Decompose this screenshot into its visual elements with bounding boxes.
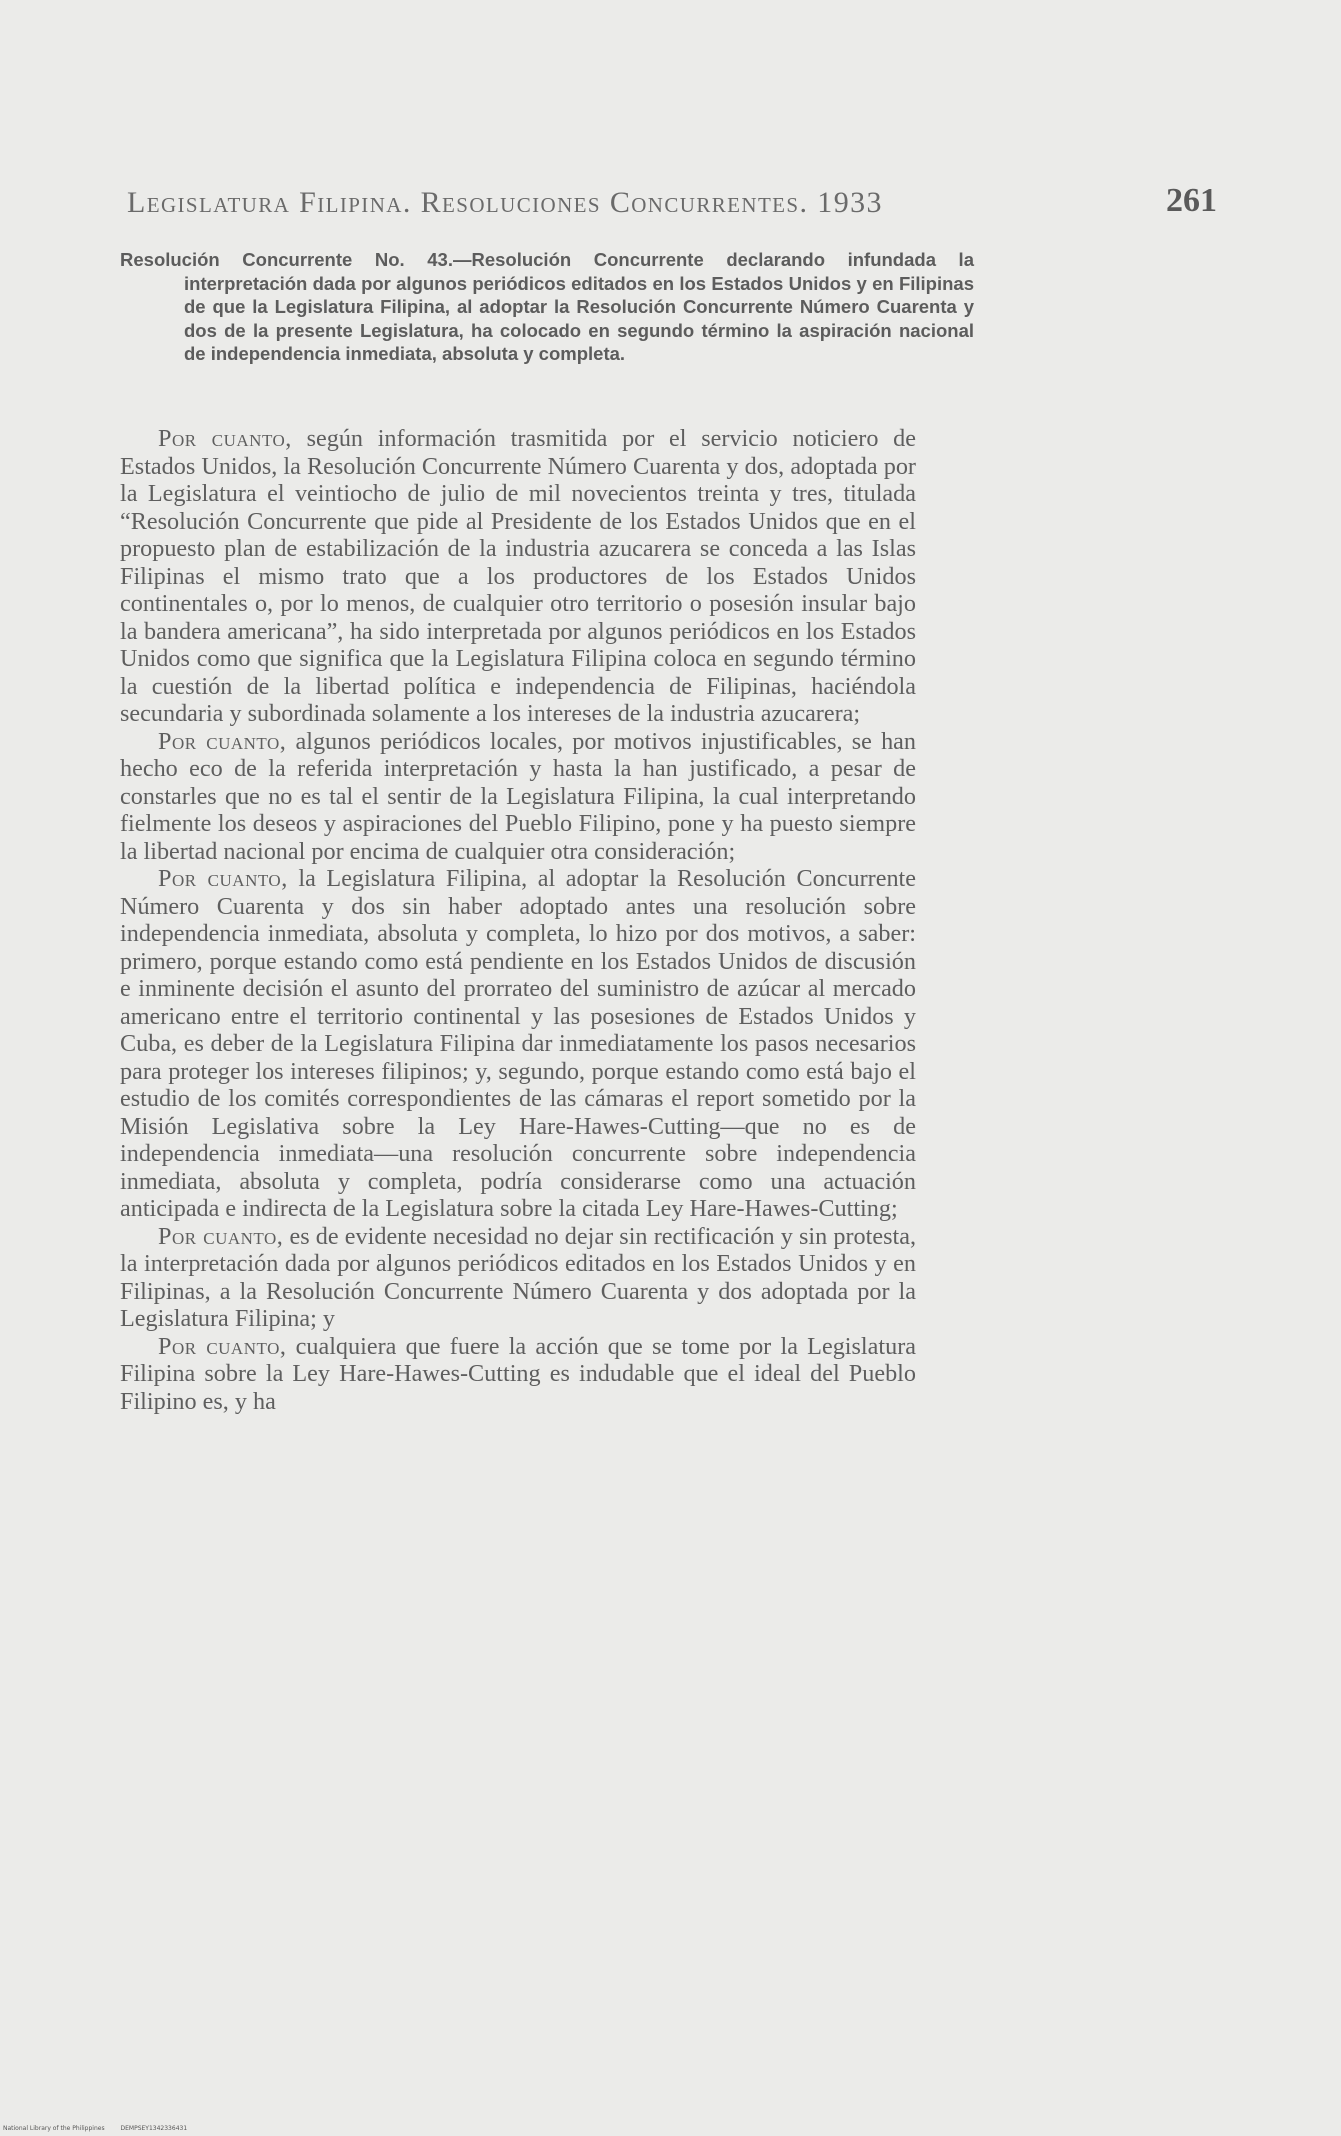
paragraph-text: es de evidente necesidad no dejar sin rectificación y sin protesta, la interpretación dada por algunos periódicos editados en los Estados Unidos y en Filipinas, a la Resolución Concurrente Número Cuarenta y dos adoptada por la Legislatura Filipina; y: [120, 1222, 916, 1332]
whereas-paragraph-4: [120, 1223, 916, 1333]
whereas-paragraph-1: [120, 425, 916, 728]
whereas-lead: Por cuanto,: [158, 727, 287, 755]
footer-identifier: DEMPSEY1342336431: [120, 2125, 188, 2132]
whereas-paragraph-5: [120, 1333, 916, 1416]
whereas-lead: Por cuanto,: [158, 1222, 284, 1250]
paragraph-text: la Legislatura Filipina, al adoptar la Resolución Concurrente Número Cuarenta y dos sin haber adoptado antes una resolución sobre independencia inmediata, absoluta y completa, lo hizo por dos motivos, a saber: primero, porque estando como está pendiente en los Estados Unidos de discusión e inminente decisión el asunto del prorrateo del suministro de azúcar al mercado americano entre el territorio continental y las posesiones de Estados Unidos y Cuba, es deber de la Legislatura Filipina dar inmediatamente los pasos necesarios para proteger los intereses filipinos; y, segundo, porque estando como está bajo el estudio de los comités correspondientes de las cámaras el report sometido por la Misión Legislativa sobre la Ley Hare-Hawes-Cutting—que no es de independencia inmediata—una resolución concurrente sobre independencia inmediata, absoluta y completa, podría considerarse como una actuación anticipada e indirecta de la Legislatura sobre la citada Ley Hare-Hawes-Cutting;: [120, 865, 916, 1222]
whereas-lead: Por cuanto,: [158, 425, 292, 452]
whereas-lead: Por cuanto,: [158, 1332, 287, 1360]
resolution-summary: Resolución Concurrente No. 43.—Resolución Concurrente declarando infundada la interpretación dada por algunos periódicos editados en los Estados Unidos y en Filipinas de que la Legislatura Filipina, al adoptar la Resolución Concurrente Número Cuarenta y dos de la presente Legislatura, ha colocado en segundo término la aspiración nacional de independencia inmediata, absoluta y completa.: [120, 249, 974, 364]
whereas-paragraph-3: [120, 865, 916, 1223]
scan-footer: [3, 2125, 201, 2132]
paragraph-text: cualquiera que fuere la acción que se tome por la Legislatura Filipina sobre la Ley Hare-Hawes-Cutting es indudable que el ideal del Pueblo Filipino es, y ha: [120, 1332, 916, 1415]
whereas-paragraph-2: [120, 728, 916, 866]
resolution-body: [120, 425, 916, 1415]
paragraph-text: algunos periódicos locales, por motivos injustificables, se han hecho eco de la referida interpretación y hasta la han justificado, a pesar de constarles que no es tal el sentir de la Legislatura Filipina, la cual interpretando fielmente los deseos y aspiraciones del Pueblo Filipino, pone y ha puesto siempre la libertad nacional por encima de cualquier otra consideración;: [120, 727, 916, 865]
page-number: 261: [1166, 182, 1217, 219]
page-header: [127, 182, 1217, 226]
whereas-lead: Por cuanto,: [158, 865, 288, 892]
running-head: Legislatura Filipina. Resoluciones Concurrentes. 1933: [127, 186, 883, 219]
paragraph-text: según información trasmitida por el servicio noticiero de Estados Unidos, la Resolución Concurrente Número Cuarenta y dos, adoptada por la Legislatura el veintiocho de julio de mil novecientos treinta y tres, titulada “Resolución Concurrente que pide al Presidente de los Estados Unidos que en el propuesto plan de estabilización de la industria azucarera se conceda a las Islas Filipinas el mismo trato que a los productores de los Estados Unidos continentales o, por lo menos, de cualquier otro territorio o posesión insular bajo la bandera americana”, ha sido interpretada por algunos periódicos en los Estados Unidos como que significa que la Legislatura Filipina coloca en segundo término la cuestión de la libertad política e independencia de Filipinas, haciéndola secundaria y subordinada solamente a los intereses de la industria azucarera;: [120, 425, 916, 727]
footer-source: National Library of the Philippines: [3, 2125, 105, 2132]
